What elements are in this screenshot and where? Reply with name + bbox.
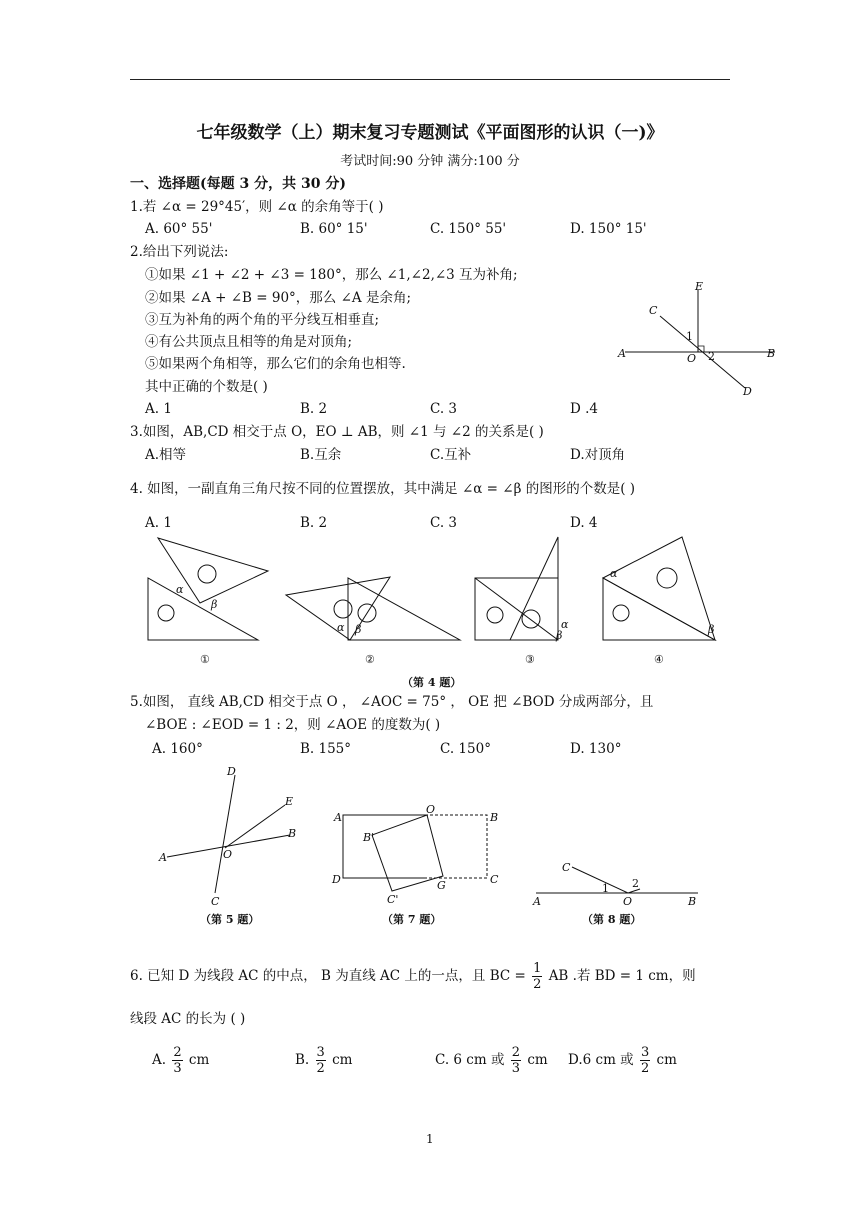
q3-stem: 3.如图，AB,CD 相交于点 O，EO ⊥ AB，则 ∠1 与 ∠2 的关系是( ) [130, 424, 544, 440]
fig5-caption: （第 5 题） [200, 913, 260, 926]
q4-stem: 4. 如图，一副直角三角尺按不同的位置摆放，其中满足 ∠α = ∠β 的图形的个数是( ) [130, 481, 636, 497]
q6-option-d-label: D.6 cm 或 [568, 1052, 634, 1068]
q3-option-a: A.相等 [145, 447, 187, 463]
q6-option-a [152, 1043, 209, 1077]
fig8-label-c: C [562, 861, 571, 874]
q1-option-c: C. 150° 55' [430, 221, 507, 237]
q2-option-a: A. 1 [145, 401, 172, 417]
q6-option-c-fraction [511, 1045, 521, 1076]
q6-b-den: 2 [316, 1061, 325, 1076]
q3-option-b: B.互余 [300, 447, 342, 463]
q3-label-e: E [695, 280, 704, 293]
fig8-label-b: B [688, 895, 697, 908]
fig7-label-bprime: B' [363, 831, 375, 844]
q6-option-c [435, 1043, 548, 1077]
fig7-label-g: G [437, 879, 446, 892]
fig8-label-2: 2 [632, 877, 639, 890]
fig8 [528, 845, 708, 930]
q1-option-a: A. 60° 55' [145, 221, 213, 237]
q3-option-c: C.互补 [430, 447, 472, 463]
svg-text:β: β [355, 623, 362, 636]
fig7-label-cprime: C' [387, 893, 399, 906]
fig5-label-o: O [223, 848, 233, 861]
q2-ask: 其中正确的个数是( ) [145, 379, 268, 395]
svg-text:β: β [556, 629, 563, 642]
fig5-label-e: E [285, 795, 294, 808]
q6-d-den: 2 [640, 1061, 650, 1076]
q5-stem-1: 5.如图， 直线 AB,CD 相交于点 O ， ∠AOC = 75° ， OE 把 ∠BOD 分成两部分，且 [130, 694, 654, 710]
q3-label-b: B [767, 347, 776, 360]
q6-option-b-label: B. [295, 1052, 310, 1068]
fig8-label-a: A [533, 895, 541, 908]
q2-item-4: ④有公共顶点且相等的角是对顶角; [145, 334, 353, 350]
fig5-label-d: D [227, 765, 236, 778]
q3-label-a: A [618, 347, 626, 360]
q6-option-d [568, 1043, 677, 1077]
q3-label-2: 2 [708, 350, 715, 363]
q1-option-b: B. 60° 15' [300, 221, 368, 237]
svg-text:α: α [610, 567, 618, 580]
fig5-label-c: C [211, 895, 220, 908]
svg-text:β: β [211, 598, 218, 611]
q3-label-o: O [687, 352, 697, 365]
q4-fig-3 [475, 537, 569, 666]
q6-option-a-label: A. [152, 1052, 167, 1068]
q6-stem-a: 6. 已知 D 为线段 AC 的中点， B 为直线 AC 上的一点，且 BC = [130, 968, 526, 984]
q2-option-c: C. 3 [430, 401, 458, 417]
q2-item-1: ①如果 ∠1 + ∠2 + ∠3 = 180°，那么 ∠1,∠2,∠3 互为补角; [145, 267, 518, 283]
q6-a-den: 3 [173, 1061, 182, 1076]
q4-fig-4 [603, 537, 715, 666]
q2-option-d: D .4 [570, 401, 598, 417]
q2-item-5: ⑤如果两个角相等，那么它们的余角也相等. [145, 356, 406, 372]
q5-option-b: B. 155° [300, 741, 352, 757]
fig7-label-a: A [334, 811, 342, 824]
fig7-label-b: B [490, 811, 499, 824]
q6-a-num: 2 [173, 1045, 182, 1060]
q3-label-1: 1 [686, 330, 693, 343]
fig5-label-a: A [159, 851, 167, 864]
q6-d-num: 3 [640, 1045, 650, 1060]
section-heading: 一、选择题(每题 3 分，共 30 分) [130, 176, 346, 192]
q6-half-den: 2 [533, 977, 542, 992]
q6-c-num: 2 [511, 1045, 521, 1060]
q4-figures [140, 533, 740, 693]
q2-option-b: B. 2 [300, 401, 328, 417]
q6-c-den: 3 [511, 1061, 521, 1076]
q2-item-3: ③互为补角的两个角的平分线互相垂直; [145, 312, 380, 328]
q6-option-c-unit: cm [527, 1052, 548, 1068]
q4-option-d: D. 4 [570, 515, 598, 531]
q6-option-d-unit: cm [656, 1052, 677, 1068]
q4-num-2: ② [365, 653, 375, 666]
q3-label-d: D [743, 385, 752, 398]
page-title: 七年级数学（上）期末复习专题测试《平面图形的认识（一)》 [196, 123, 664, 143]
q5-option-d: D. 130° [570, 741, 622, 757]
fig7-label-c: C [490, 873, 499, 886]
q3-label-c: C [649, 304, 658, 317]
svg-text:α: α [176, 583, 184, 596]
q6-option-d-fraction [640, 1045, 650, 1076]
fig7-label-o: O [426, 803, 436, 816]
fig5-label-b: B [288, 827, 297, 840]
q6-stem [130, 959, 696, 993]
q4-option-b: B. 2 [300, 515, 328, 531]
fig8-label-o: O [623, 895, 633, 908]
fig8-label-1: 1 [602, 882, 609, 895]
q5-stem-2: ∠BOE : ∠EOD = 1 : 2，则 ∠AOE 的度数为( ) [145, 717, 441, 733]
fig5 [155, 765, 305, 930]
q6-stem-b: AB .若 BD = 1 cm，则 [548, 968, 696, 984]
q6-option-b [295, 1043, 352, 1077]
fig8-caption: （第 8 题） [582, 913, 642, 926]
q6-option-a-unit: cm [188, 1052, 210, 1068]
q1-option-d: D. 150° 15' [570, 221, 647, 237]
exam-info: 考试时间:90 分钟 满分:100 分 [340, 154, 520, 169]
q6-b-num: 3 [316, 1045, 325, 1060]
q6-half-num: 1 [533, 961, 542, 976]
fig7-caption: （第 7 题） [382, 913, 442, 926]
svg-text:α: α [561, 618, 569, 631]
q3-figure [615, 280, 785, 400]
q3-option-d: D.对顶角 [570, 447, 626, 463]
q6-line2: 线段 AC 的长为 ( ) [130, 1011, 246, 1027]
q2-stem: 2.给出下列说法: [130, 244, 229, 260]
q6-option-a-fraction [172, 1045, 182, 1076]
q5-option-a: A. 160° [152, 741, 203, 757]
q2-item-2: ②如果 ∠A + ∠B = 90°，那么 ∠A 是余角; [145, 290, 411, 306]
q5-option-c: C. 150° [440, 741, 491, 757]
q6-half-fraction [532, 961, 542, 992]
q4-caption: （第 4 题） [402, 676, 462, 689]
q4-option-c: C. 3 [430, 515, 458, 531]
svg-text:β: β [708, 623, 715, 636]
svg-text:α: α [337, 621, 345, 634]
page-number: 1 [426, 1132, 434, 1146]
header-rule [130, 79, 730, 80]
fig7 [325, 805, 510, 930]
q4-fig-1 [148, 538, 268, 666]
q6-option-c-label: C. 6 cm 或 [435, 1052, 505, 1068]
q4-option-a: A. 1 [145, 515, 172, 531]
q6-option-b-unit: cm [332, 1052, 353, 1068]
q4-num-3: ③ [525, 653, 535, 666]
fig7-label-d: D [332, 873, 341, 886]
q1-stem: 1.若 ∠α = 29°45′，则 ∠α 的余角等于( ) [130, 199, 384, 215]
q4-num-1: ① [200, 653, 210, 666]
q6-option-b-fraction [316, 1045, 326, 1076]
q4-fig-2 [286, 577, 460, 666]
q4-num-4: ④ [654, 653, 664, 666]
